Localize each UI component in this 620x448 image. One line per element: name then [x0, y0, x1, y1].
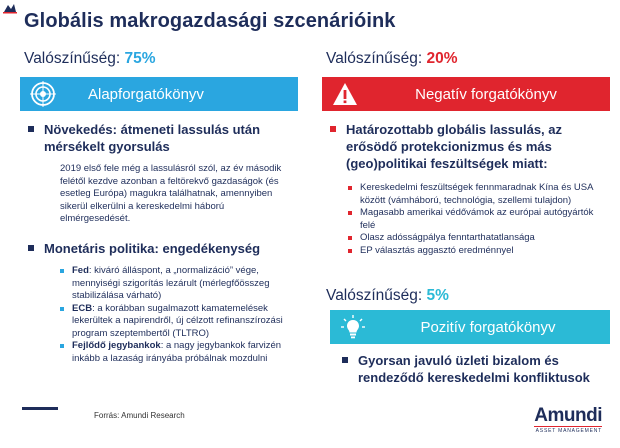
warning-icon — [328, 80, 362, 108]
list-item: ECB: a korábban sugalmazott kamatemelések lekerültek a napirendről, új célzott refinanszírozási program szeptembertől (TLTRO) — [58, 303, 294, 341]
growth-text: 2019 első fele még a lassulásról szól, az év második felétől kezdve azonban a feltörekvő gazdaságok (és esetleg Európa) magukra találhatnak, amennyiben sikerül elkerülni a kereskedelmi háború elmérgesedését. — [60, 163, 282, 224]
base-banner-label: Alapforgatókönyv — [88, 85, 204, 103]
source-note: Forrás: Amundi Research — [94, 411, 185, 420]
list-item: Fejlődő jegybankok: a nagy jegybankok farvizén inkább a lazaság irányába próbálnak mozdulni — [58, 340, 294, 365]
bullet-square-icon — [330, 126, 336, 132]
base-prob-value: 75% — [124, 50, 156, 67]
list-item: Kereskedelmi feszültségek fennmaradnak Kína és USA között (vámháború, technológia, szellemi tulajdon) — [346, 182, 608, 207]
brand-subtitle: ASSET MANAGEMENT — [535, 428, 602, 434]
lightbulb-icon — [336, 313, 370, 341]
list-item: Magasabb amerikai védővámok az európai autógyártók felé — [346, 207, 608, 232]
negative-prob-label: Valószínűség: — [326, 50, 423, 67]
page-title: Globális makrogazdasági szcenárióink — [24, 10, 396, 32]
list-item: EP választás aggasztó eredménnyel — [346, 245, 608, 258]
negative-scenario-banner — [322, 77, 610, 111]
negative-prob-value: 20% — [426, 50, 458, 67]
growth-heading — [44, 121, 294, 155]
monetary-list — [58, 265, 294, 365]
negative-list — [346, 182, 608, 257]
positive-banner-label: Pozitív forgatókönyv — [420, 318, 556, 336]
growth-heading-text: Növekedés: átmeneti lassulás után mérsékelt gyorsulás — [44, 122, 261, 154]
positive-prob-label: Valószínűség: — [326, 287, 423, 304]
positive-probability — [326, 287, 449, 305]
list-item: Fed: kiváró álláspont, a „normalizáció” vége, mennyiségi szigorítás lezárult (mérlegfőösszeg stabilizálása várható) — [58, 265, 294, 303]
negative-heading-text: Határozottabb globális lassulás, az erősödő protekcionizmus és más (geo)politikai feszültségek miatt: — [346, 122, 562, 171]
base-prob-label: Valószínűség: — [24, 50, 121, 67]
monetary-heading-text: Monetáris politika: engedékenység — [44, 241, 261, 256]
base-scenario-banner — [20, 77, 298, 111]
positive-heading — [358, 352, 610, 386]
amundi-logo — [534, 406, 602, 435]
brand-name: Amundi — [534, 405, 602, 426]
footer-divider — [22, 407, 58, 410]
positive-heading-text: Gyorsan javuló üzleti bizalom és rendeződő kereskedelmi konfliktusok — [358, 353, 590, 385]
corner-logo-icon — [2, 2, 18, 14]
monetary-heading — [44, 240, 294, 257]
negative-banner-label: Negatív forgatókönyv — [415, 85, 557, 103]
negative-probability — [326, 50, 458, 68]
list-item: Olasz adósságpálya fenntarthatatlansága — [346, 232, 608, 245]
positive-scenario-banner — [330, 310, 610, 344]
bullet-square-icon — [28, 245, 34, 251]
bullet-square-icon — [342, 357, 348, 363]
base-probability — [24, 50, 156, 68]
positive-prob-value: 5% — [426, 287, 449, 304]
negative-heading — [346, 121, 608, 172]
bullet-square-icon — [28, 126, 34, 132]
